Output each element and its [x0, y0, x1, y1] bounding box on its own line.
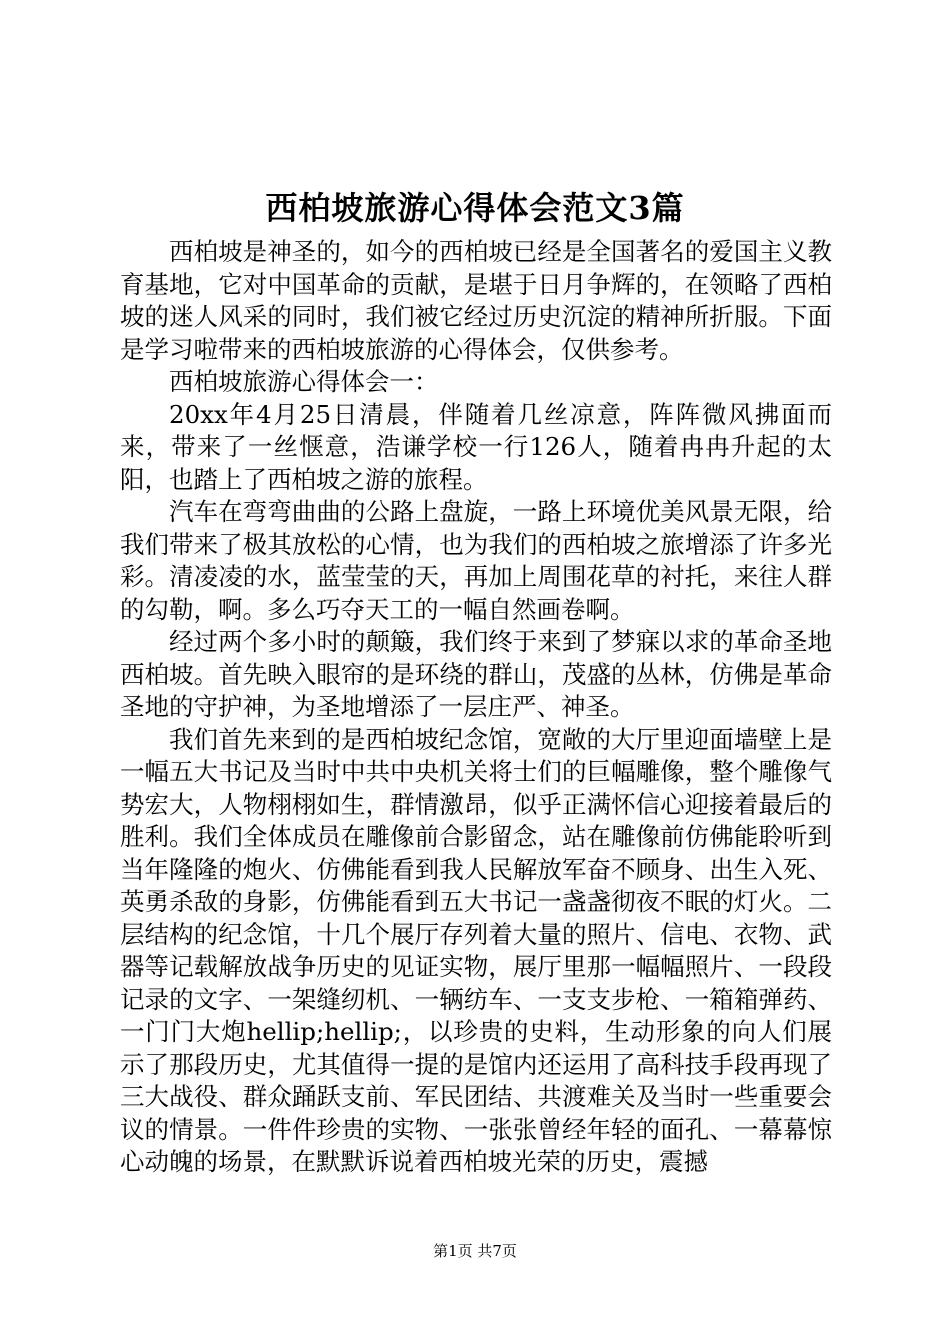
paragraph-memorial-hall: 我们首先来到的是西柏坡纪念馆，宽敞的大厅里迎面墙壁上是一幅五大书记及当时中共中央机关将士们的巨幅雕像，整个雕像气势宏大，人物栩栩如生，群情激昂，似乎正满怀信心迎接着最后的胜利。我们全体成员在雕像前合影留念，站在雕像前仿佛能聆听到当年隆隆的炮火、仿佛能看到我人民解放军奋不顾身、出生入死、英勇杀敌的身影，仿佛能看到五大书记一盏盏彻夜不眠的灯火。二层结构的纪念馆，十几个展厅存列着大量的照片、信电、衣物、武器等记载解放战争历史的见证实物，展厅里那一幅幅照片、一段段记录的文字、一架缝纫机、一辆纺车、一支支步枪、一箱箱弹药、一门门大炮hellip;hellip;，以珍贵的史料，生动形象的向人们展示了那段历史，尤其值得一提的是馆内还运用了高科技手段再现了三大战役、群众踊跃支前、军民团结、共渡难关及当时一些重要会议的情景。一件件珍贵的实物、一张张曾经年轻的面孔、一幕幕惊心动魄的场景，在默默诉说着西柏坡光荣的历史，震撼	[120, 724, 832, 1176]
page-footer: 第1页 共7页	[433, 1242, 517, 1260]
paragraph-intro: 西柏坡是神圣的，如今的西柏坡已经是全国著名的爱国主义教育基地，它对中国革命的贡献，是堪于日月争辉的，在领略了西柏坡的迷人风采的同时，我们被它经过历史沉淀的精神所折服。下面是学习啦带来的西柏坡旅游的心得体会，仅供参考。	[120, 237, 832, 364]
document-body	[120, 236, 832, 1179]
paragraph-section-heading: 西柏坡旅游心得体会一：	[169, 367, 439, 396]
paragraph-arrival: 经过两个多小时的颠簸，我们终于来到了梦寐以求的革命圣地西柏坡。首先映入眼帘的是环绕的群山，茂盛的丛林，仿佛是革命圣地的守护神，为圣地增添了一层庄严、神圣。	[120, 627, 832, 721]
document-title: 西柏坡旅游心得体会范文3篇	[265, 189, 685, 227]
paragraph-departure: 20xx年4月25日清晨，伴随着几丝凉意，阵阵微风拂面而来，带来了一丝惬意，浩谦学校一行126人，随着冉冉升起的太阳，也踏上了西柏坡之游的旅程。	[120, 399, 832, 494]
paragraph-journey: 汽车在弯弯曲曲的公路上盘旋，一路上环境优美风景无限，给我们带来了极其放松的心情，也为我们的西柏坡之旅增添了许多光彩。清凌凌的水，蓝莹莹的天，再加上周围花草的衬托，来往人群的勾勒，啊。多么巧夺天工的一幅自然画卷啊。	[120, 497, 832, 624]
